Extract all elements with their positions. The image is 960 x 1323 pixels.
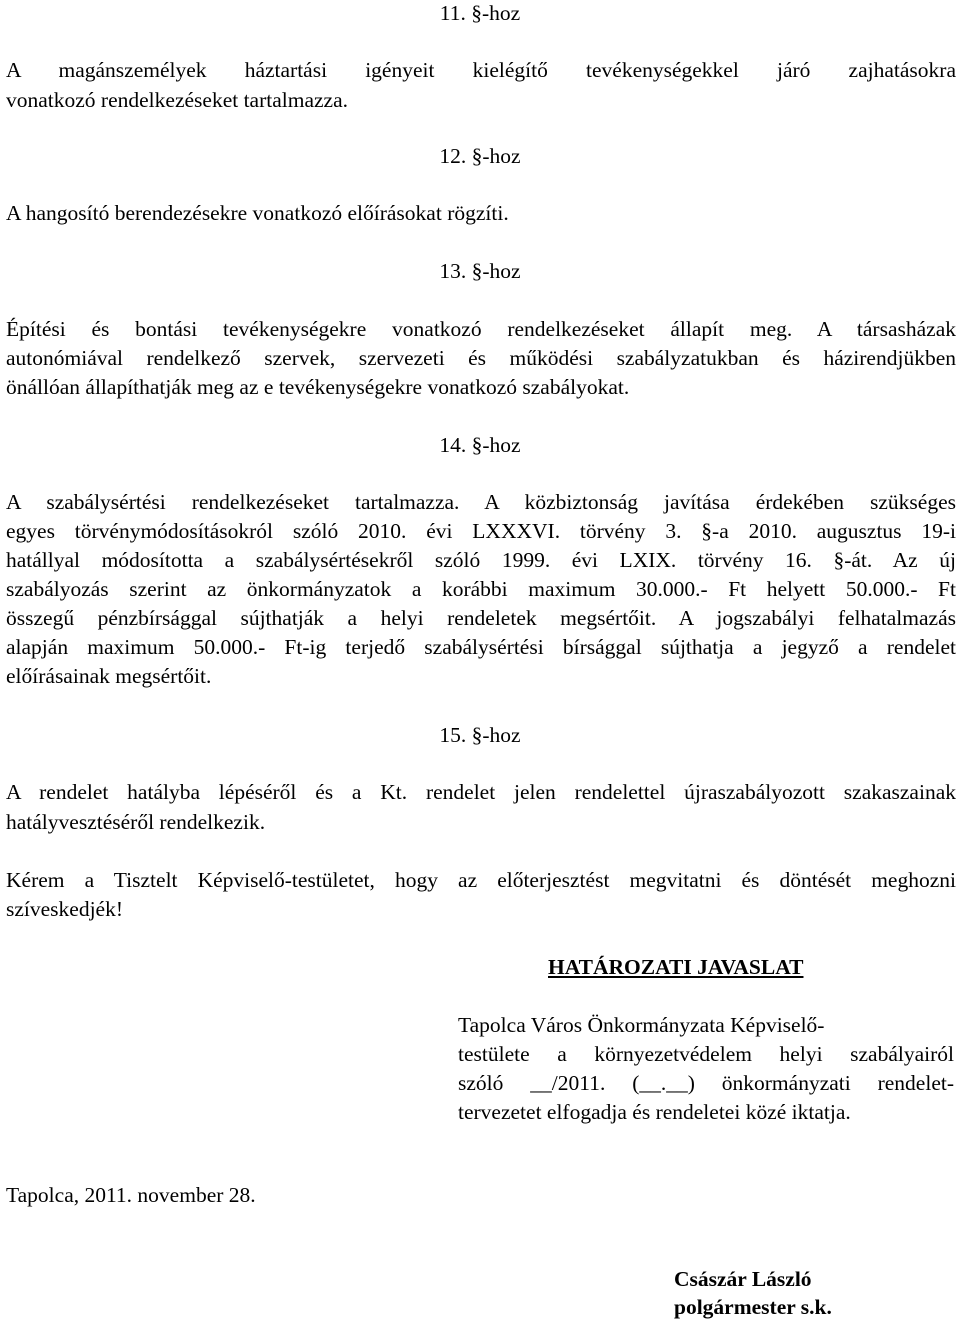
resolution-line-4: tervezetet elfogadja és rendeletei közé iktatja. [458,1100,851,1124]
section-15-line-2: hatályvesztéséről rendelkezik. [6,810,266,834]
section-13-heading: 13. §-hoz [439,259,521,283]
section-14-line-2: egyes törvénymódosításokról szóló 2010. évi LXXXVI. törvény 3. §-a 2010. augusztus 19-i [6,519,956,543]
resolution-line-2: testülete a környezetvédelem helyi szabályairól [458,1042,954,1066]
section-12-line-1: A hangosító berendezésekre vonatkozó előírásokat rögzíti. [6,201,509,225]
section-11-heading: 11. §-hoz [439,1,521,25]
resolution-line-3: szóló __/2011. (__.__) önkormányzati rendelet- [458,1071,954,1095]
section-12-heading: 12. §-hoz [439,144,521,168]
place-date: Tapolca, 2011. november 28. [6,1183,256,1207]
section-11-line-1: A magánszemélyek háztartási igényeit kielégítő tevékenységekkel járó zajhatásokra [6,58,956,82]
section-14-line-5: összegű pénzbírsággal sújthatják a helyi rendeletek megsértőit. A jogszabályi felhatalmazás [6,606,956,630]
section-14-line-3: hatállyal módosította a szabálysértésekről szóló 1999. évi LXIX. törvény 16. §-át. Az új [6,548,956,572]
section-11-line-2: vonatkozó rendelkezéseket tartalmazza. [6,88,349,112]
section-14-line-4: szabályozás szerint az önkormányzatok a korábbi maximum 30.000.- Ft helyett 50.000.- Ft [6,577,956,601]
signature-name: Császár László [674,1267,812,1291]
section-14-heading: 14. §-hoz [439,433,521,457]
signature-title: polgármester s.k. [674,1295,832,1319]
section-13-line-3: önállóan állapíthatják meg az e tevékenységekre vonatkozó szabályokat. [6,375,630,399]
resolution-title: HATÁROZATI JAVASLAT [548,955,804,979]
section-14-line-6: alapján maximum 50.000.- Ft-ig terjedő szabálysértési bírsággal sújthatja a jegyző a rendelet [6,635,956,659]
resolution-line-1: Tapolca Város Önkormányzata Képviselő- [458,1013,825,1037]
section-15-line-1: A rendelet hatályba lépéséről és a Kt. rendelet jelen rendelettel újraszabályozott szakaszainak [6,780,956,804]
section-14-line-7: előírásainak megsértőit. [6,664,212,688]
section-15-heading: 15. §-hoz [439,723,521,747]
section-13-line-1: Építési és bontási tevékenységekre vonatkozó rendelkezéseket állapít meg. A társasházak [6,317,956,341]
section-14-line-1: A szabálysértési rendelkezéseket tartalmazza. A közbiztonság javítása érdekében szükséges [6,490,956,514]
request-line-2: szíveskedjék! [6,897,124,921]
section-13-line-2: autonómiával rendelkező szervek, szervezeti és működési szabályzatukban és házirendjükben [6,346,956,370]
request-line-1: Kérem a Tisztelt Képviselő-testületet, hogy az előterjesztést megvitatni és döntését meghozni [6,868,956,892]
